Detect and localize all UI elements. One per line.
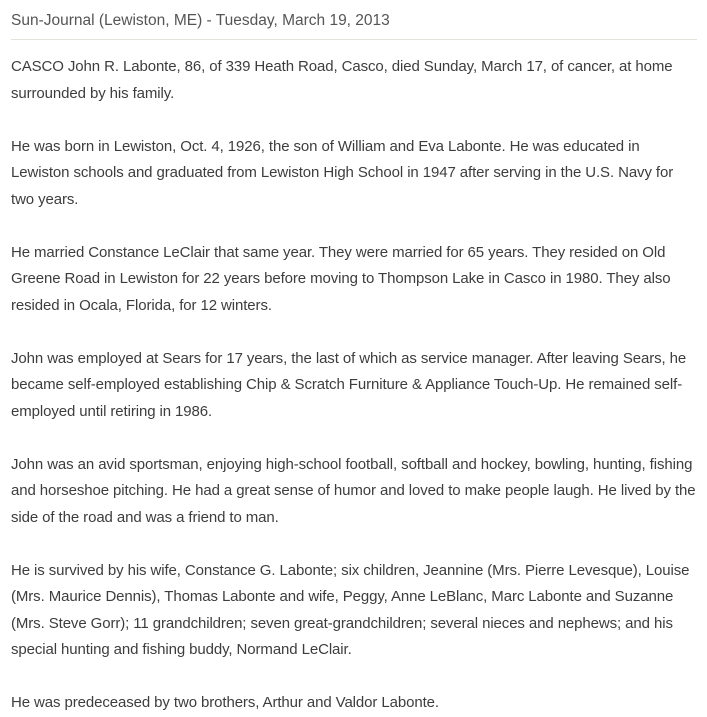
paragraph-marriage: He married Constance LeClair that same year. They were married for 65 years. They resided on Old Greene Road in Lewiston for 22 years before moving to Thompson Lake in Casco in 1980. They also resided in Ocala, Florida, for 12 winters. <box>11 243 671 314</box>
paragraph-survivors: He is survived by his wife, Constance G. Labonte; six children, Jeannine (Mrs. Pierre Levesque), Louise (Mrs. Maurice Dennis), Thomas Labonte and wife, Peggy, Anne LeBlanc, Marc Labonte and Suzanne (Mrs. Steve Gorr); 11 grandchildren; seven great-grandchildren; several nieces and nephews; and his special hunting and fishing buddy, Normand LeClair. <box>11 561 690 658</box>
paragraph-early-life: He was born in Lewiston, Oct. 4, 1926, the son of William and Eva Labonte. He was educated in Lewiston schools and graduated from Lewiston High School in 1947 after serving in the U.S. Navy for two years. <box>11 137 674 208</box>
source-dateline: Sun-Journal (Lewiston, ME) - Tuesday, March 19, 2013 <box>11 11 390 29</box>
source-header <box>11 0 697 40</box>
obituary-body <box>11 40 697 717</box>
paragraph-opening: CASCO John R. Labonte, 86, of 339 Heath Road, Casco, died Sunday, March 17, of cancer, at home surrounded by his family. <box>11 58 673 102</box>
paragraph-career: John was employed at Sears for 17 years, the last of which as service manager. After leaving Sears, he became self-employed establishing Chip & Scratch Furniture & Appliance Touch-Up. He remained self-employed until retiring in 1986. <box>11 349 687 420</box>
paragraph-interests: John was an avid sportsman, enjoying high-school football, softball and hockey, bowling, hunting, fishing and horseshoe pitching. He had a great sense of humor and loved to make people laugh. He lived by the side of the road and was a friend to man. <box>11 455 696 526</box>
paragraph-predeceased: He was predeceased by two brothers, Arthur and Valdor Labonte. <box>11 694 439 711</box>
